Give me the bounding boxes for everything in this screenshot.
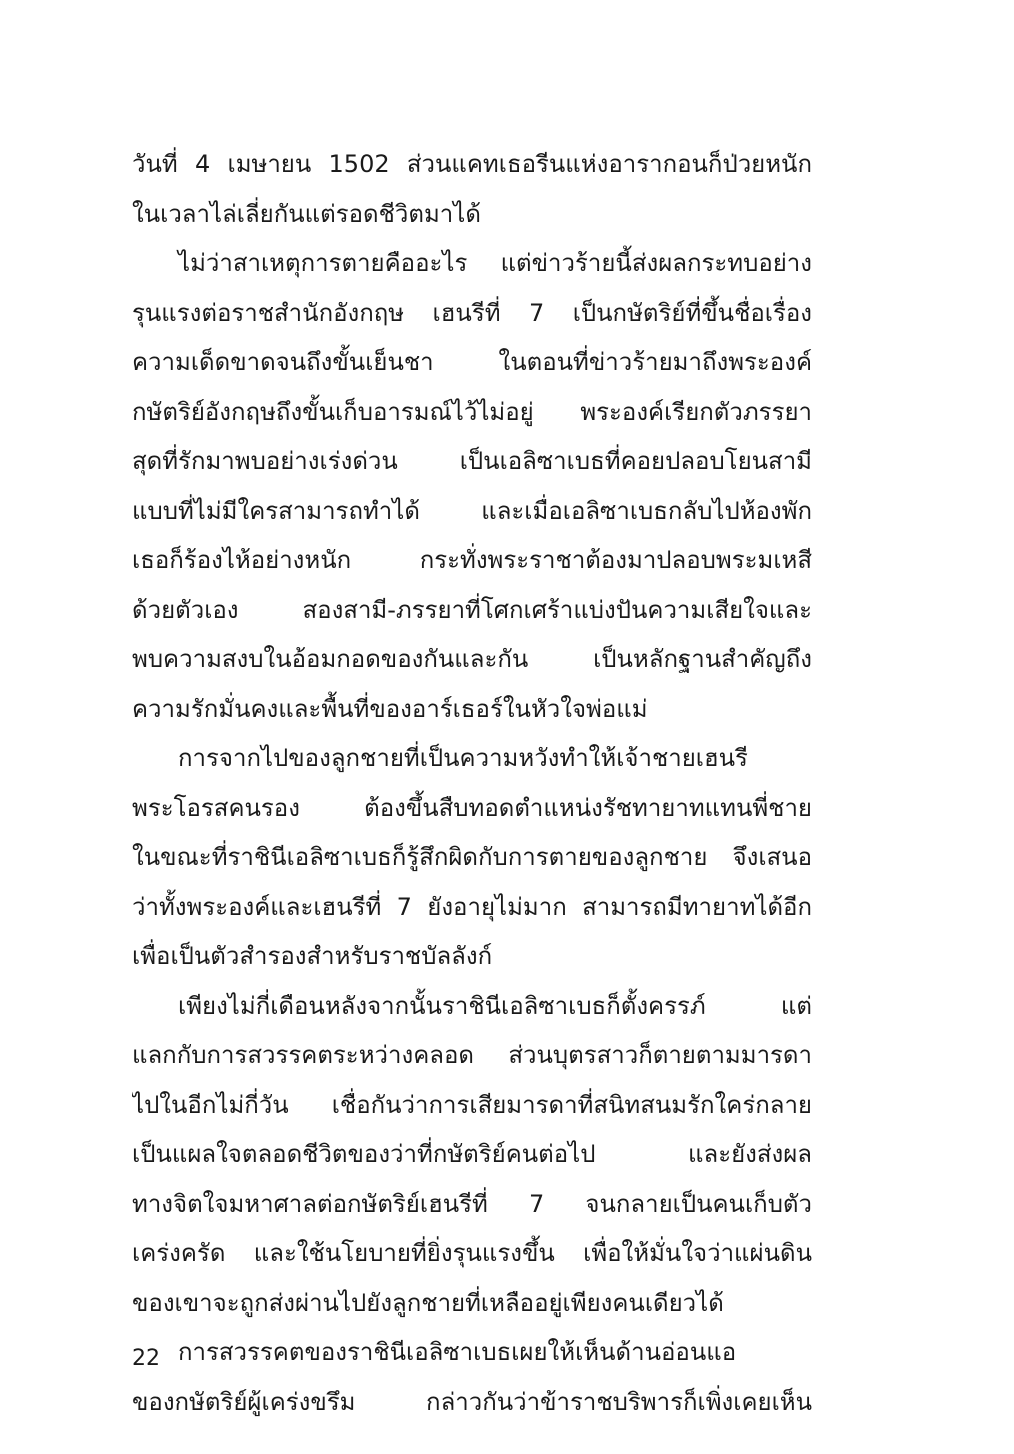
text-line: แลกกับการสวรรคตระหว่างคลอด ส่วนบุตรสาวก็ตายตามมารดา bbox=[132, 1041, 812, 1069]
text-line: เคร่งครัด และใช้นโยบายที่ยิ่งรุนแรงขึ้น เพื่อให้มั่นใจว่าแผ่นดิน bbox=[132, 1239, 812, 1267]
text-line: ของเขาจะถูกส่งผ่านไปยังลูกชายที่เหลืออยู่เพียงคนเดียวได้ bbox=[132, 1288, 724, 1317]
text-line: ความเด็ดขาดจนถึงขั้นเย็นชา ในตอนที่ข่าวร้ายมาถึงพระองค์ bbox=[132, 348, 812, 376]
text-line: พบความสงบในอ้อมกอดของกันและกัน เป็นหลักฐานสำคัญถึง bbox=[132, 645, 812, 673]
text-line: เป็นแผลใจตลอดชีวิตของว่าที่กษัตริย์คนต่อไป และยังส่งผล bbox=[132, 1140, 812, 1168]
text-line: เพื่อเป็นตัวสำรองสำหรับราชบัลลังก์ bbox=[132, 942, 493, 970]
text-line: ในขณะที่ราชินีเอลิซาเบธก็รู้สึกผิดกับการตายของลูกชาย จึงเสนอ bbox=[132, 843, 812, 871]
text-line: แบบที่ไม่มีใครสามารถทำได้ และเมื่อเอลิซาเบธกลับไปห้องพัก bbox=[132, 496, 812, 525]
page-number: 22 bbox=[132, 1346, 160, 1371]
text-line: วันที่ 4 เมษายน 1502 ส่วนแคทเธอรีนแห่งอารากอนก็ป่วยหนัก bbox=[132, 150, 812, 178]
text-line: สุดที่รักมาพบอย่างเร่งด่วน เป็นเอลิซาเบธที่คอยปลอบโยนสามี bbox=[132, 447, 812, 475]
text-line: พระโอรสคนรอง ต้องขึ้นสืบทอดตำแหน่งรัชทายาทแทนพี่ชาย bbox=[132, 793, 812, 822]
text-line: ทางจิตใจมหาศาลต่อกษัตริย์เฮนรีที่ 7 จนกลายเป็นคนเก็บตัว bbox=[132, 1189, 812, 1218]
body-text bbox=[132, 140, 812, 1427]
text-line: กษัตริย์อังกฤษถึงขั้นเก็บอารมณ์ไว้ไม่อยู่ พระองค์เรียกตัวภรรยา bbox=[132, 397, 812, 426]
text-line: ว่าทั้งพระองค์และเฮนรีที่ 7 ยังอายุไม่มาก สามารถมีทายาทได้อีก bbox=[132, 892, 812, 921]
text-line: ของกษัตริย์ผู้เคร่งขรึม กล่าวกันว่าข้าราชบริพารก็เพิ่งเคยเห็น bbox=[132, 1387, 812, 1416]
text-line: เพียงไม่กี่เดือนหลังจากนั้นราชินีเอลิซาเบธก็ตั้งครรภ์ แต่ bbox=[178, 991, 812, 1020]
text-line: การจากไปของลูกชายที่เป็นความหวังทำให้เจ้าชายเฮนรี bbox=[178, 744, 748, 772]
text-line: ไม่ว่าสาเหตุการตายคืออะไร แต่ข่าวร้ายนี้ส่งผลกระทบอย่าง bbox=[178, 249, 812, 277]
text-line: ด้วยตัวเอง สองสามี-ภรรยาที่โศกเศร้าแบ่งปันความเสียใจและ bbox=[132, 595, 812, 624]
text-line: การสวรรคตของราชินีเอลิซาเบธเผยให้เห็นด้านอ่อนแอ bbox=[178, 1338, 737, 1366]
text-line: รุนแรงต่อราชสำนักอังกฤษ เฮนรีที่ 7 เป็นกษัตริย์ที่ขึ้นชื่อเรื่อง bbox=[132, 298, 812, 327]
text-line: ในเวลาไล่เลี่ยกันแต่รอดชีวิตมาได้ bbox=[132, 199, 481, 228]
text-line: ไปในอีกไม่กี่วัน เชื่อกันว่าการเสียมารดาที่สนิทสนมรักใคร่กลาย bbox=[132, 1090, 812, 1119]
text-line: ความรักมั่นคงและพื้นที่ของอาร์เธอร์ในหัวใจพ่อแม่ bbox=[132, 694, 648, 723]
text-line: เธอก็ร้องไห้อย่างหนัก กระทั่งพระราชาต้องมาปลอบพระมเหสี bbox=[132, 546, 812, 574]
